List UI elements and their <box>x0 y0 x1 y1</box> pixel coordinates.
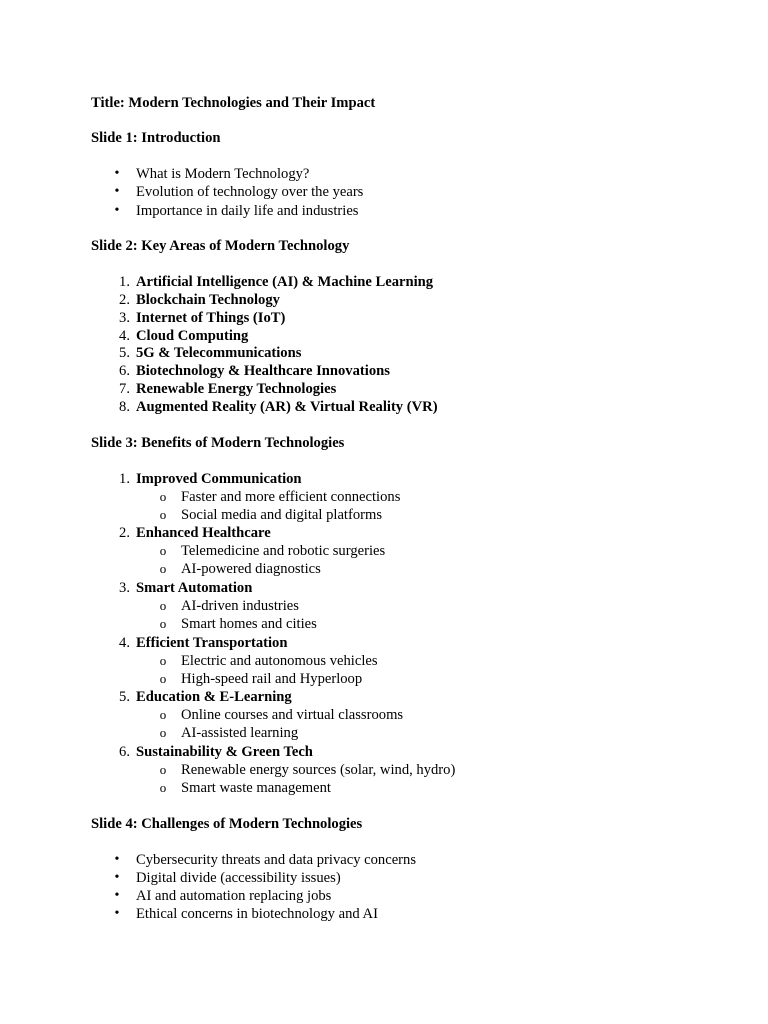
bullet-icon: • <box>114 870 120 885</box>
circle-bullet-icon: o <box>159 616 167 631</box>
list-item-text: Augmented Reality (AR) & Virtual Reality (VR) <box>136 399 438 415</box>
circle-bullet-icon: o <box>159 598 167 613</box>
list-number: 4. <box>119 328 130 344</box>
list-item <box>0 380 768 398</box>
sub-list-item <box>0 670 768 688</box>
slide1-heading: Slide 1: Introduction <box>91 130 221 146</box>
bullet-icon: • <box>114 852 120 867</box>
bullet-icon: • <box>114 203 120 218</box>
sub-list-item-text: Faster and more efficient connections <box>181 489 401 505</box>
sub-list-item-text: AI-powered diagnostics <box>181 561 321 577</box>
list-item <box>0 743 768 761</box>
list-number: 2. <box>119 292 130 308</box>
circle-bullet-icon: o <box>159 561 167 576</box>
list-number: 1. <box>119 471 130 487</box>
sub-list-item-text: Smart homes and cities <box>181 616 317 632</box>
list-item <box>0 688 768 706</box>
circle-bullet-icon: o <box>159 507 167 522</box>
sub-list-item-text: High-speed rail and Hyperloop <box>181 671 363 687</box>
list-item-text: What is Modern Technology? <box>136 166 310 182</box>
list-item <box>0 905 768 923</box>
list-item-text: Blockchain Technology <box>136 292 280 308</box>
list-item <box>0 183 768 201</box>
list-number: 7. <box>119 381 130 397</box>
sub-list-item <box>0 724 768 742</box>
list-item-text: Smart Automation <box>136 580 253 596</box>
list-item-text: Education & E-Learning <box>136 689 292 705</box>
circle-bullet-icon: o <box>159 707 167 722</box>
bullet-icon: • <box>114 906 120 921</box>
sub-list-item <box>0 706 768 724</box>
sub-list-item <box>0 761 768 779</box>
list-number: 6. <box>119 363 130 379</box>
slide2-heading: Slide 2: Key Areas of Modern Technology <box>91 238 350 254</box>
list-item-text: AI and automation replacing jobs <box>136 888 332 904</box>
list-item-text: Importance in daily life and industries <box>136 203 359 219</box>
sub-list-item <box>0 597 768 615</box>
list-item <box>0 524 768 542</box>
list-number: 5. <box>119 689 130 705</box>
list-item-text: Internet of Things (IoT) <box>136 310 286 326</box>
circle-bullet-icon: o <box>159 671 167 686</box>
circle-bullet-icon: o <box>159 780 167 795</box>
list-number: 6. <box>119 744 130 760</box>
sub-list-item <box>0 779 768 797</box>
sub-list-item <box>0 652 768 670</box>
slide3-heading: Slide 3: Benefits of Modern Technologies <box>91 435 345 451</box>
list-number: 5. <box>119 345 130 361</box>
list-item <box>0 869 768 887</box>
list-item <box>0 398 768 416</box>
list-item-text: Evolution of technology over the years <box>136 184 364 200</box>
list-item-text: Cybersecurity threats and data privacy concerns <box>136 852 417 868</box>
sub-list-item <box>0 615 768 633</box>
list-number: 2. <box>119 525 130 541</box>
sub-list-item-text: AI-driven industries <box>181 598 299 614</box>
list-number: 4. <box>119 635 130 651</box>
sub-list-item <box>0 560 768 578</box>
list-item <box>0 202 768 220</box>
circle-bullet-icon: o <box>159 543 167 558</box>
sub-list-item-text: AI-assisted learning <box>181 725 299 741</box>
list-item-text: Renewable Energy Technologies <box>136 381 337 397</box>
list-number: 8. <box>119 399 130 415</box>
document-title: Title: Modern Technologies and Their Impact <box>91 95 376 111</box>
list-item-text: Enhanced Healthcare <box>136 525 271 541</box>
list-item <box>0 327 768 345</box>
sub-list-item-text: Smart waste management <box>181 780 331 796</box>
sub-list-item-text: Online courses and virtual classrooms <box>181 707 404 723</box>
list-item-text: Sustainability & Green Tech <box>136 744 313 760</box>
sub-list-item-text: Electric and autonomous vehicles <box>181 653 378 669</box>
bullet-icon: • <box>114 166 120 181</box>
list-item-text: Ethical concerns in biotechnology and AI <box>136 906 378 922</box>
list-item <box>0 470 768 488</box>
sub-list-item-text: Social media and digital platforms <box>181 507 383 523</box>
list-item <box>0 291 768 309</box>
sub-list-item-text: Renewable energy sources (solar, wind, hydro) <box>181 762 456 778</box>
list-item-text: Efficient Transportation <box>136 635 288 651</box>
list-item-text: Cloud Computing <box>136 328 249 344</box>
sub-list-item <box>0 488 768 506</box>
list-item-text: 5G & Telecommunications <box>136 345 302 361</box>
list-item-text: Improved Communication <box>136 471 302 487</box>
list-item <box>0 887 768 905</box>
bullet-icon: • <box>114 184 120 199</box>
bullet-icon: • <box>114 888 120 903</box>
list-item <box>0 851 768 869</box>
list-item-text: Artificial Intelligence (AI) & Machine Learning <box>136 274 434 290</box>
sub-list-item-text: Telemedicine and robotic surgeries <box>181 543 386 559</box>
list-number: 1. <box>119 274 130 290</box>
list-item <box>0 579 768 597</box>
list-item <box>0 273 768 291</box>
list-item-text: Digital divide (accessibility issues) <box>136 870 341 886</box>
circle-bullet-icon: o <box>159 725 167 740</box>
list-item <box>0 344 768 362</box>
list-item <box>0 362 768 380</box>
list-item <box>0 309 768 327</box>
sub-list-item <box>0 542 768 560</box>
circle-bullet-icon: o <box>159 653 167 668</box>
list-number: 3. <box>119 310 130 326</box>
circle-bullet-icon: o <box>159 489 167 504</box>
circle-bullet-icon: o <box>159 762 167 777</box>
sub-list-item <box>0 506 768 524</box>
list-item <box>0 634 768 652</box>
list-item <box>0 165 768 183</box>
list-item-text: Biotechnology & Healthcare Innovations <box>136 363 390 379</box>
list-number: 3. <box>119 580 130 596</box>
slide4-heading: Slide 4: Challenges of Modern Technologies <box>91 816 363 832</box>
